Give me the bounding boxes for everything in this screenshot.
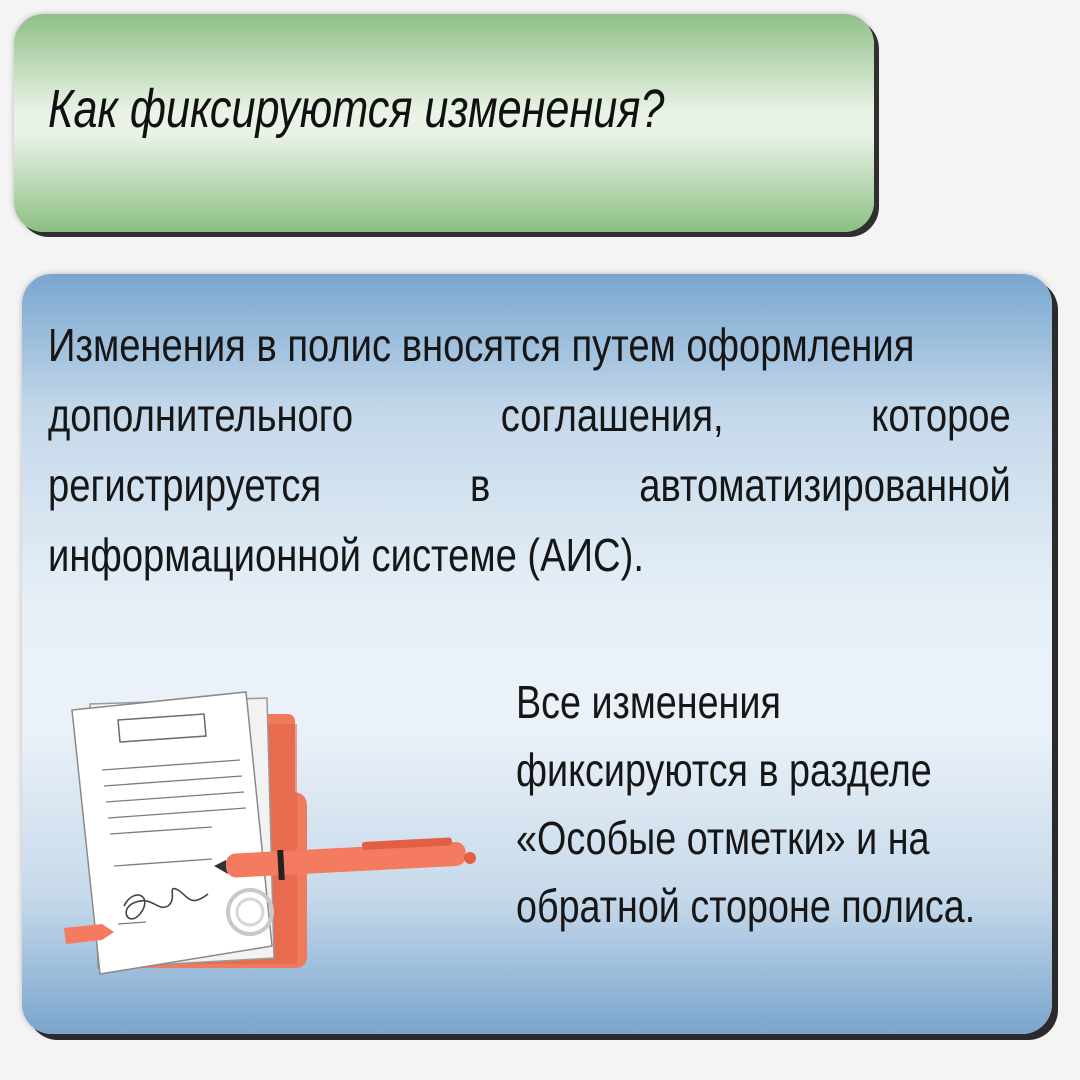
- paragraph-line-2: [48, 380, 1011, 450]
- note-line-3: «Особые отметки» и на: [516, 812, 930, 864]
- paragraph-word: в: [470, 459, 491, 511]
- page-title: Как фиксируются изменения?: [48, 79, 665, 139]
- paragraph-word: регистрируется: [48, 459, 322, 511]
- description-paragraph: [48, 310, 1011, 590]
- paragraph-line-1: Изменения в полис вносятся путем оформления: [48, 319, 915, 371]
- note-line-4: обратной стороне полиса.: [516, 880, 976, 932]
- note-line-1: Все изменения: [516, 676, 781, 728]
- paragraph-word: соглашения,: [500, 389, 724, 441]
- paragraph-word: автоматизированной: [639, 459, 1011, 511]
- info-panel: [22, 274, 1052, 1034]
- paragraph-line-3: [48, 450, 1011, 520]
- changes-note: [516, 668, 1024, 940]
- paragraph-line-4: информационной системе (АИС).: [48, 529, 644, 581]
- paragraph-word: дополнительного: [48, 389, 354, 441]
- paragraph-word: которое: [871, 389, 1011, 441]
- note-line-2: фиксируются в разделе: [516, 744, 932, 796]
- title-banner: [14, 14, 874, 232]
- signed-document-pen-icon: [42, 684, 482, 1004]
